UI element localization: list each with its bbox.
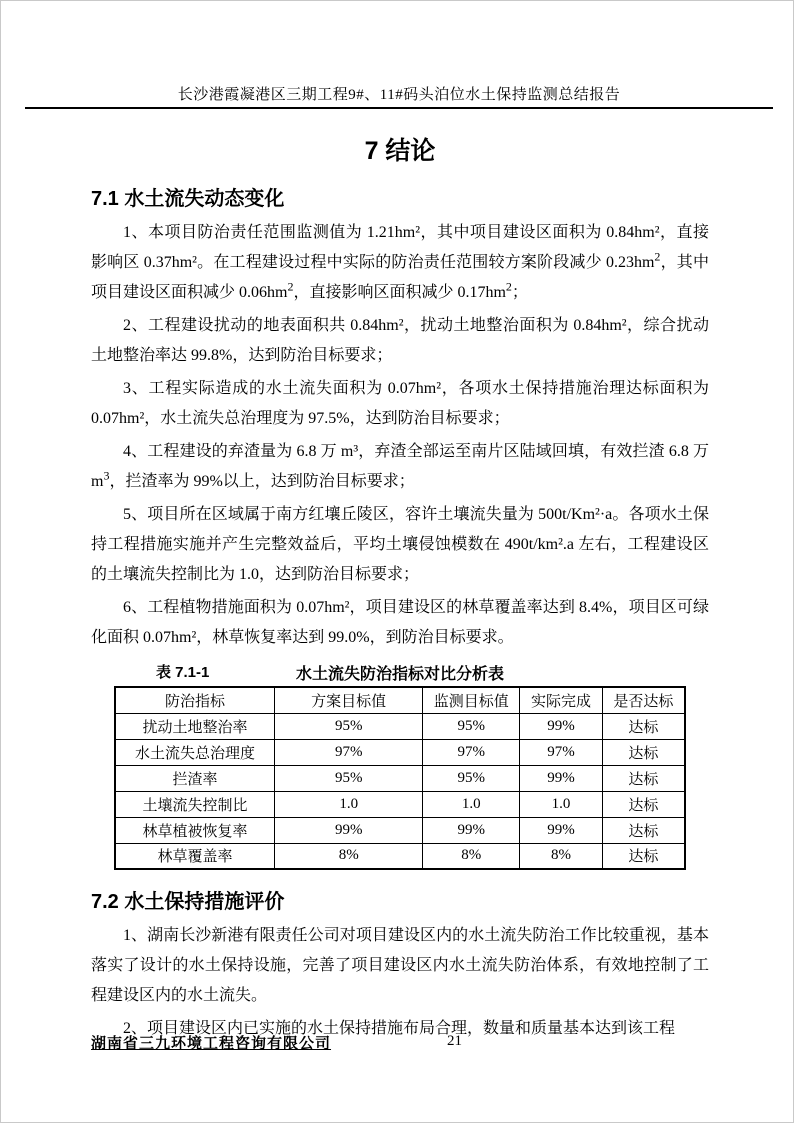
table-header-row — [115, 687, 685, 713]
running-header-title: 长沙港霞凝港区三期工程9#、11#码头泊位水土保持监测总结报告 — [177, 87, 621, 103]
cell-actual: 8% — [520, 843, 603, 869]
header-cell-plan-target: 方案目标值 — [275, 687, 423, 713]
cell-achieved: 达标 — [602, 713, 685, 739]
cell-monitor-target: 1.0 — [423, 791, 520, 817]
cell-plan-target: 95% — [275, 713, 423, 739]
cell-achieved: 达标 — [602, 765, 685, 791]
cell-indicator: 林草覆盖率 — [115, 843, 275, 869]
table-label: 表 7.1-1 — [156, 664, 210, 681]
table-row — [115, 739, 685, 765]
cell-achieved: 达标 — [602, 817, 685, 843]
cell-actual: 1.0 — [520, 791, 603, 817]
paragraph: 2、项目建设区内已实施的水土保持措施布局合理，数量和质量基本达到该工程 — [123, 1020, 676, 1037]
footer-company: 湖南省三九环境工程咨询有限公司 — [91, 1036, 332, 1052]
cell-achieved: 达标 — [602, 843, 685, 869]
page-footer — [91, 1032, 709, 1053]
cell-monitor-target: 99% — [423, 817, 520, 843]
cell-actual: 99% — [520, 765, 603, 791]
cell-plan-target: 97% — [275, 739, 423, 765]
cell-achieved: 达标 — [602, 791, 685, 817]
table-title: 水土流失防治指标对比分析表 — [295, 666, 504, 683]
paragraph: 6、工程植物措施面积为 0.07hm²，项目建设区的林草覆盖率达到 8.4%，项目区可绿化面积 0.07hm²，林草恢复率达到 99.0%，到防治目标要求。 — [91, 599, 709, 646]
section-7-1-heading: 7.1 水土流失动态变化 — [91, 188, 285, 210]
header-cell-actual: 实际完成 — [520, 687, 603, 713]
cell-plan-target: 1.0 — [275, 791, 423, 817]
cell-actual: 99% — [520, 817, 603, 843]
header-cell-indicator: 防治指标 — [115, 687, 275, 713]
cell-actual: 99% — [520, 713, 603, 739]
cell-indicator: 拦渣率 — [115, 765, 275, 791]
header-cell-achieved: 是否达标 — [602, 687, 685, 713]
header-cell-monitor-target: 监测目标值 — [423, 687, 520, 713]
cell-plan-target: 99% — [275, 817, 423, 843]
table-row — [115, 713, 685, 739]
cell-indicator: 水土流失总治理度 — [115, 739, 275, 765]
table-row — [115, 791, 685, 817]
cell-monitor-target: 95% — [423, 713, 520, 739]
chapter-title: 7 结论 — [364, 137, 436, 165]
cell-actual: 97% — [520, 739, 603, 765]
section-7-2-paragraphs — [91, 921, 709, 1044]
paragraph: 3、工程实际造成的水土流失面积为 0.07hm²，各项水土保持措施治理达标面积为 0.07hm²，水土流失总治理度为 97.5%，达到防治目标要求； — [91, 380, 709, 427]
section-7-2-heading: 7.2 水土保持措施评价 — [91, 891, 285, 913]
paragraph: 4、工程建设的弃渣量为 6.8 万 m³，弃渣全部运至南片区陆域回填，有效拦渣 6.8 万 $m^3$，拦渣率为 99%以上，达到防治目标要求； — [91, 443, 709, 490]
cell-plan-target: 95% — [275, 765, 423, 791]
paragraph: 5、项目所在区域属于南方红壤丘陵区，容许土壤流失量为 500t/Km²·a。各项水土保持工程措施实施并产生完整效益后，平均土壤侵蚀模数在 490t/km².a 左右，工程建设区的土壤流失控制比为 1.0，达到防治目标要求； — [91, 506, 709, 583]
table-block — [91, 661, 709, 870]
cell-monitor-target: 97% — [423, 739, 520, 765]
table-body — [115, 713, 685, 869]
cell-indicator: 土壤流失控制比 — [115, 791, 275, 817]
paragraph: 2、工程建设扰动的地表面积共 0.84hm²，扰动土地整治面积为 0.84hm²，综合扰动土地整治率达 99.8%，达到防治目标要求； — [91, 317, 709, 364]
page-number: 21 — [447, 1033, 462, 1049]
table-row — [115, 817, 685, 843]
cell-achieved: 达标 — [602, 739, 685, 765]
cell-indicator: 林草植被恢复率 — [115, 817, 275, 843]
table-row — [115, 843, 685, 869]
indicators-table — [114, 686, 686, 870]
cell-monitor-target: 95% — [423, 765, 520, 791]
table-caption — [114, 661, 686, 683]
section-7-1-paragraphs — [91, 218, 709, 653]
cell-indicator: 扰动土地整治率 — [115, 713, 275, 739]
paragraph: 1、湖南长沙新港有限责任公司对项目建设区内的水土流失防治工作比较重视，基本落实了设计的水土保持设施，完善了项目建设区内水土流失防治体系，有效地控制了工程建设区内的水土流失。 — [91, 927, 709, 1004]
cell-plan-target: 8% — [275, 843, 423, 869]
paragraph: 1、本项目防治责任范围监测值为 1.21hm²，其中项目建设区面积为 0.84hm²，直接影响区 0.37hm²。在工程建设过程中实际的防治责任范围较方案阶段减少 $0.23hm^2$，其中项目建设区面积减少 $0.06hm^2$，直接影响区面积减少 $0.17hm^2$； — [91, 224, 709, 301]
cell-monitor-target: 8% — [423, 843, 520, 869]
table-row — [115, 765, 685, 791]
running-header — [25, 83, 773, 109]
